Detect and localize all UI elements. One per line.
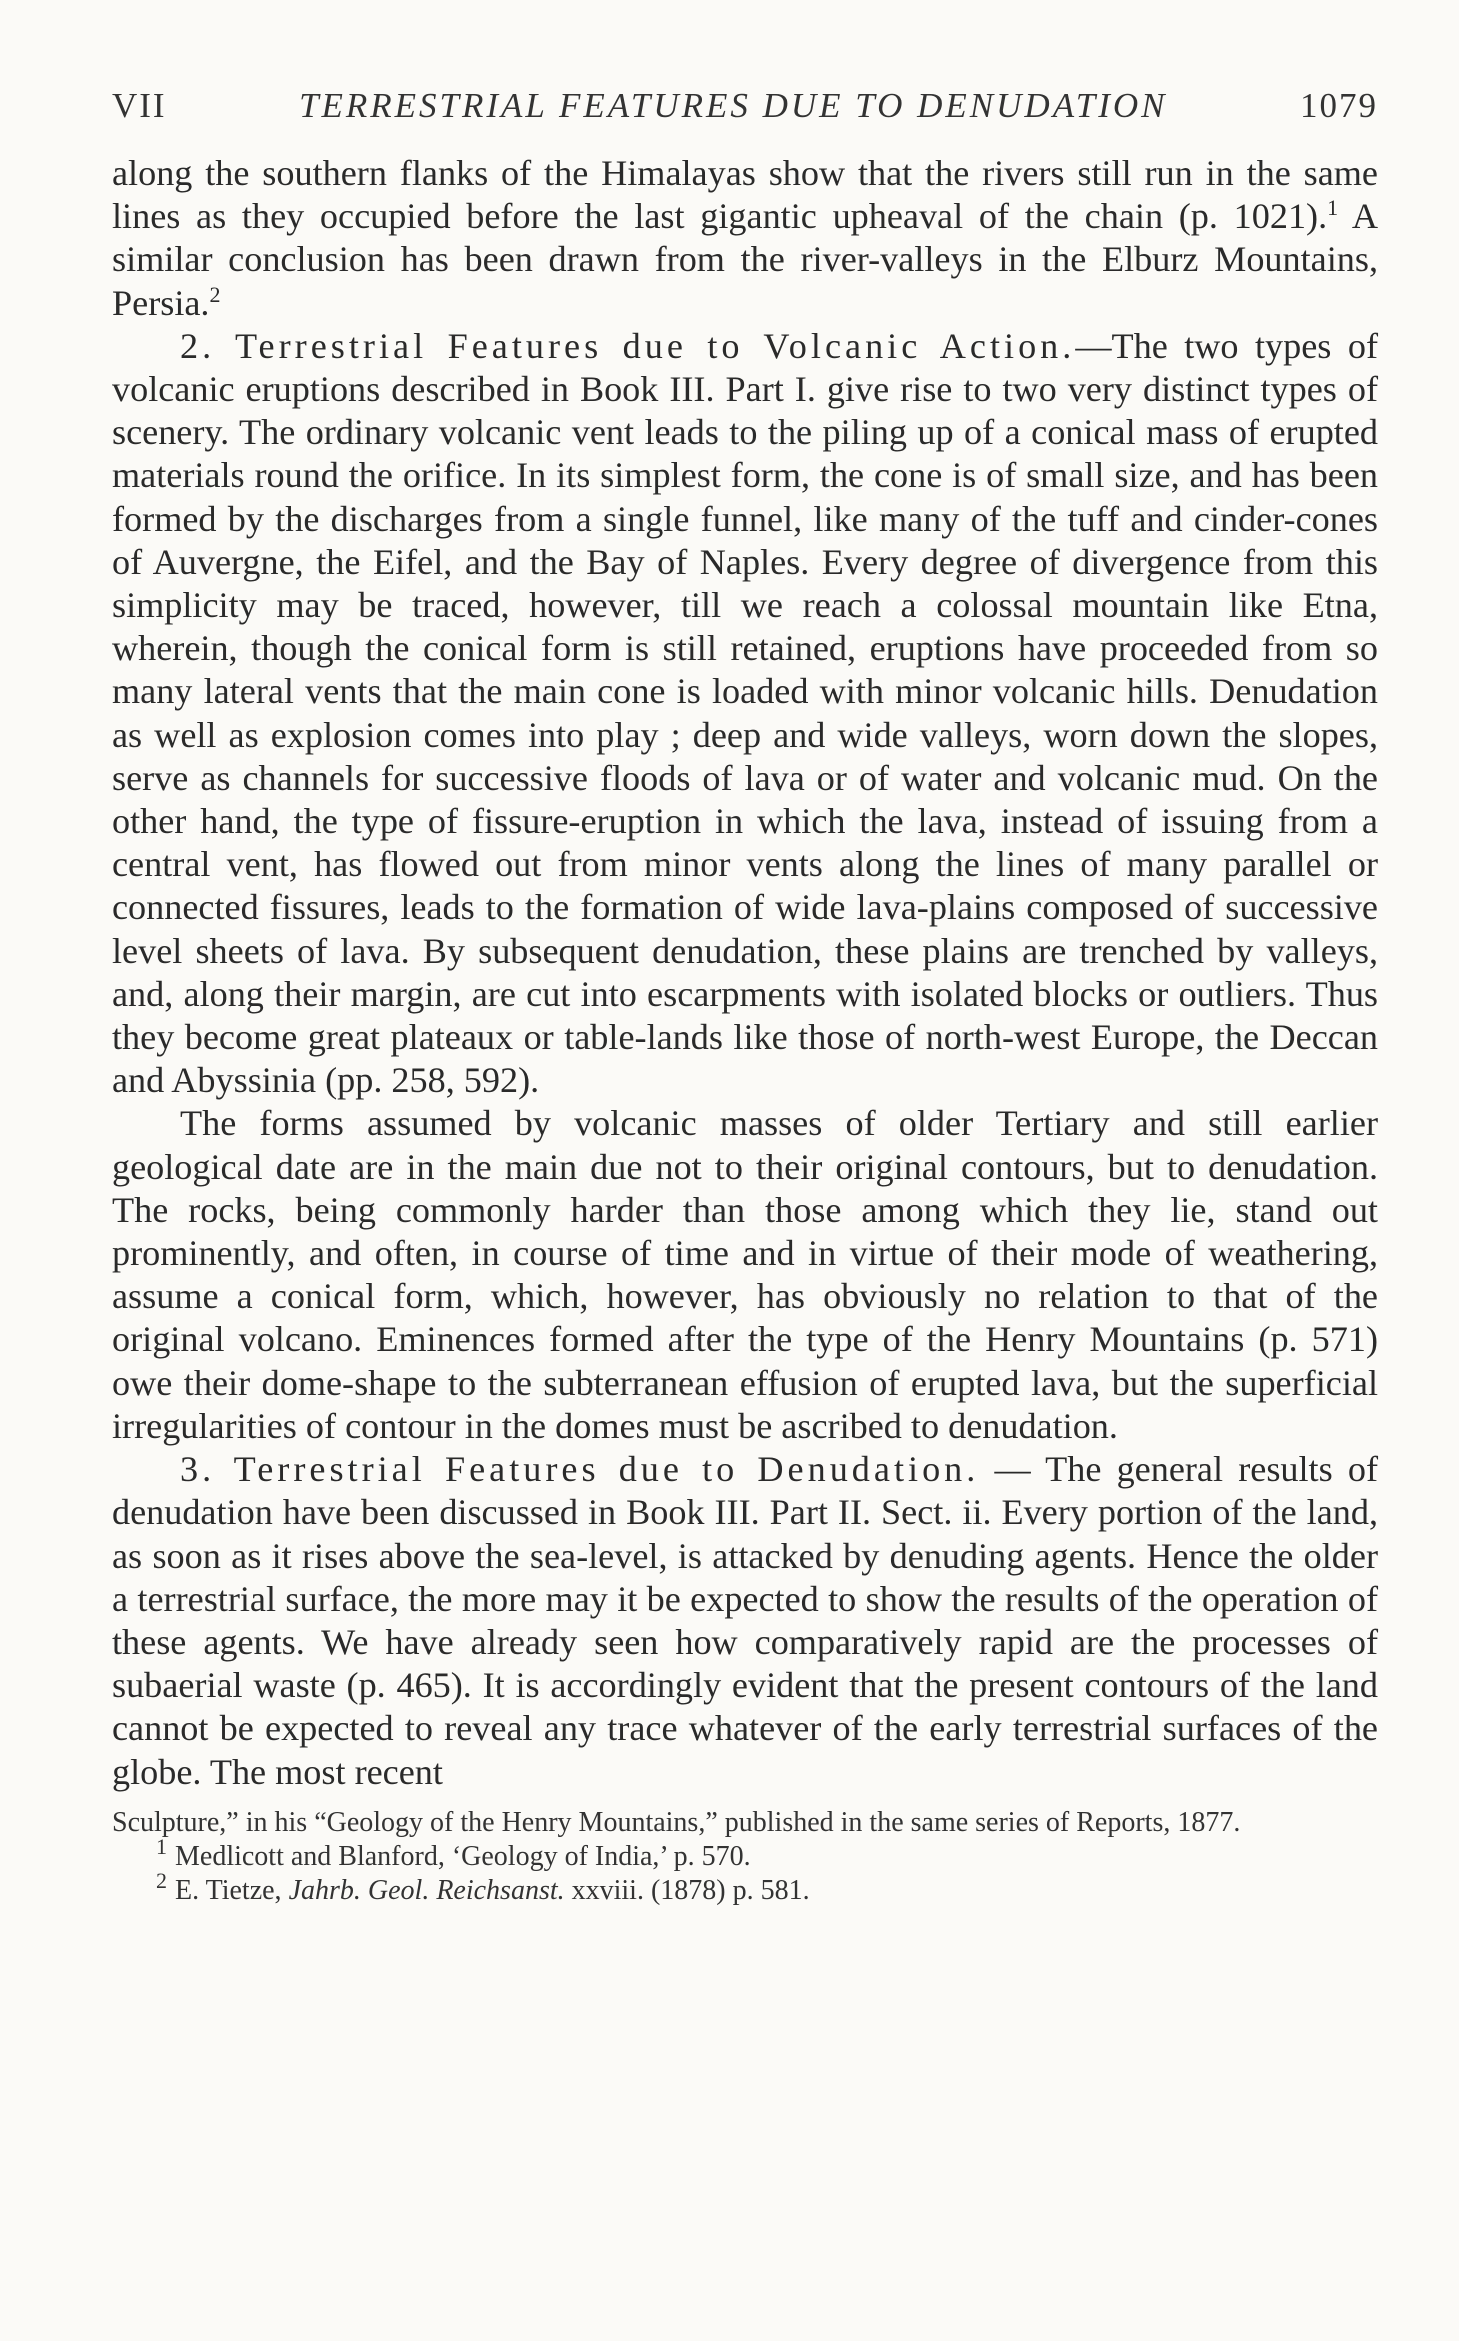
footnotes bbox=[112, 1806, 1378, 1908]
paragraph-denudation: 3. Terrestrial Features due to Denudation. — The general results of denudation have been discussed in Book III. Part II. Sect. ii. Every portion of the land, as soon as it rises above the sea-level, is attacked by denuding agents. Hence the older a terrestrial surface, the more may it be expected to show the results of the operation of these agents. We have already seen how comparatively rapid are the processes of subaerial waste (p. 465). It is accordingly evident that the present contours of the land cannot be expected to reveal any trace whatever of the early terrestrial surfaces of the globe. The most recent bbox=[112, 1449, 1378, 1792]
running-header bbox=[112, 86, 1378, 142]
paragraph-1: along the southern flanks of the Himalayas show that the rivers still run in the same lines as they occupied before the last gigantic upheaval of the chain (p. 1021).$^1$ A similar conclusion has been drawn from the river-valleys in the Elburz Mountains, Persia.$^2$ bbox=[112, 153, 1378, 323]
page-number: 1079 bbox=[1299, 86, 1378, 125]
footnote-2: $^2$ E. Tietze, Jahrb. Geol. Reichsanst. xxviii. (1878) p. 581. bbox=[156, 1868, 810, 1906]
footnote-continued: Sculpture,” in his “Geology of the Henry Mountains,” published in the same series of Reports, 1877. bbox=[112, 1806, 1241, 1838]
running-title: TERRESTRIAL FEATURES DUE TO DENUDATION bbox=[299, 86, 1168, 125]
body-text bbox=[112, 152, 1378, 1794]
footnote-1: $^1$ Medlicott and Blanford, ‘Geology of India,’ p. 570. bbox=[156, 1834, 751, 1872]
paragraph-older-volcanic-masses: The forms assumed by volcanic masses of older Tertiary and still earlier geological date are in the main due not to their original contours, but to denudation. The rocks, being commonly harder than those among which they lie, stand out prominently, and often, in course of time and in virtue of their mode of weathering, assume a conical form, which, however, has obviously no relation to that of the original volcano. Eminences formed after the type of the Henry Mountains (p. 571) owe their dome-shape to the subterranean effusion of erupted lava, but the superficial irregularities of contour in the domes must be ascribed to denudation. bbox=[112, 1103, 1378, 1446]
book-page bbox=[112, 86, 1378, 1908]
section-heading-denudation: 3. Terrestrial Features due to Denudation. bbox=[180, 1449, 980, 1490]
chapter-number: VII bbox=[112, 86, 167, 125]
footnote-ref-2: 2 bbox=[209, 281, 221, 307]
footnote-ref-1: 1 bbox=[1327, 195, 1339, 221]
section-heading-volcanic: 2. Terrestrial Features due to Volcanic Action. bbox=[180, 325, 1076, 366]
paragraph-volcanic-action: 2. Terrestrial Features due to Volcanic Action.—The two types of volcanic eruptions described in Book III. Part I. give rise to two very distinct types of scenery. The ordinary volcanic vent leads to the piling up of a conical mass of erupted materials round the orifice. In its simplest form, the cone is of small size, and has been formed by the discharges from a single funnel, like many of the tuff and cinder-cones of Auvergne, the Eifel, and the Bay of Naples. Every degree of divergence from this simplicity may be traced, however, till we reach a colossal mountain like Etna, wherein, though the conical form is still retained, eruptions have proceeded from so many lateral vents that the main cone is loaded with minor volcanic hills. Denudation as well as explosion comes into play ; deep and wide valleys, worn down the slopes, serve as channels for successive floods of lava or of water and volcanic mud. On the other hand, the type of fissure-eruption in which the lava, instead of issuing from a central vent, has flowed out from minor vents along the lines of many parallel or connected fissures, leads to the formation of wide lava-plains composed of successive level sheets of lava. By subsequent denudation, these plains are trenched by valleys, and, along their margin, are cut into escarpments with isolated blocks or outliers. Thus they become great plateaux or table-lands like those of north-west Europe, the Deccan and Abyssinia (pp. 258, 592). bbox=[112, 325, 1378, 1101]
